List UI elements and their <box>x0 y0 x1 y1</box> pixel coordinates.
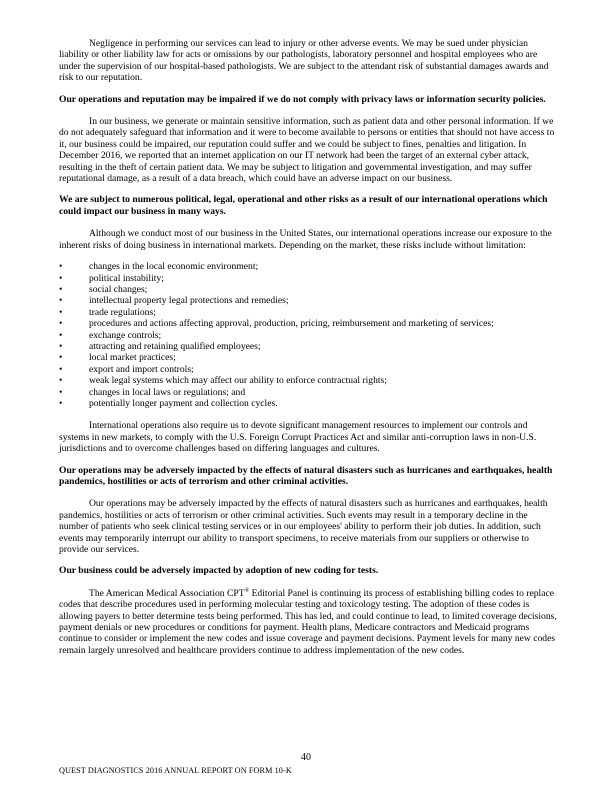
paragraph-privacy: In our business, we generate or maintain sensitive information, such as patient data and other personal information. If we do not adequately safeguard that information and it were to become available to persons or entities that should not have access to it, our business could be impaired, our reputation could suffer and we could be subject to fines, penalties and litigation. In December 2016, we reported that an internet application on our IT network had been the target of an external cyber attack, resulting in the theft of certain patient data. We may be subject to litigation and governmental investigation, and may suffer reputational damage, as a result of a data breach, which could have an adverse impact on our business. <box>59 116 555 185</box>
bullet-icon <box>59 341 89 352</box>
page-number: 40 <box>301 752 311 763</box>
bullet-icon <box>59 284 89 295</box>
bullet-icon <box>59 307 89 318</box>
paragraph-natural-disasters: Our operations may be adversely impacted by the effects of natural disasters such as hurricanes and earthquakes, health pandemics, hostilities or acts of terrorism or other criminal activities. Such events may result in a temporary decline in the number of patients who seek clinical testing services or in our employees' ability to perform their job duties. In addition, such events may temporarily interrupt our ability to transport specimens, to receive materials from our suppliers or otherwise to provide our services. <box>59 498 548 556</box>
bullet-icon <box>59 318 89 329</box>
list-item: • export and import controls; <box>59 364 559 375</box>
list-item: • social changes; <box>59 284 559 295</box>
bullet-icon <box>59 352 89 363</box>
bullet-icon <box>59 261 89 272</box>
list-item: • changes in local laws or regulations; and <box>59 387 559 398</box>
registered-mark: ® <box>244 587 250 594</box>
list-item: • intellectual property legal protections and remedies; <box>59 295 559 306</box>
paragraph-international-intro: Although we conduct most of our business in the United States, our international operations increase our exposure to the inherent risks of doing business in international markets. Depending on the market, these risks include without limitation: <box>59 228 552 251</box>
bullet-icon <box>59 375 89 386</box>
list-item: • potentially longer payment and collection cycles. <box>59 398 559 409</box>
bullet-icon <box>59 387 89 398</box>
list-item: • trade regulations; <box>59 307 559 318</box>
bullet-icon <box>59 295 89 306</box>
list-item: • weak legal systems which may affect our ability to enforce contractual rights; <box>59 375 559 386</box>
bullet-icon <box>59 398 89 409</box>
list-item: • attracting and retaining qualified employees; <box>59 341 559 352</box>
international-risks-list <box>59 261 559 409</box>
bullet-icon <box>59 330 89 341</box>
bullet-icon <box>59 273 89 284</box>
heading-international-operations: We are subject to numerous political, legal, operational and other risks as a result of our international operations which could impact our business in many ways. <box>59 194 548 217</box>
paragraph-liability: Negligence in performing our services can lead to injury or other adverse events. We may be sued under physician liability or other liability law for acts or omissions by our pathologists, laboratory personnel and hospital employees who are under the supervision of our hospital-based pathologists. We are subject to the attendant risk of substantial damages awards and risk to our reputation. <box>59 38 549 84</box>
paragraph-international-management: International operations also require us to devote significant management resources to implement our controls and systems in new markets, to comply with the U.S. Foreign Corrupt Practices Act and similar anti-corruption laws in non-U.S. jurisdictions and to overcome challenges based on differing languages and cultures. <box>59 420 537 455</box>
bullet-icon <box>59 364 89 375</box>
paragraph-new-coding: The American Medical Association CPT® Editorial Panel is continuing its process of establishing billing codes to replace codes that describe procedures used in performing molecular testing and toxicology testing. The adoption of these codes is allowing payers to better determine tests being performed. This has led, and could continue to lead, to limited coverage decisions, payment denials or new procedures or conditions for payment. Health plans, Medicare contractors and Medicaid programs continue to consider or implement the new codes and issue coverage and payment decisions. Payment levels for many new codes remain largely unresolved and healthcare providers continue to address implementation of the new codes. <box>59 587 557 656</box>
heading-privacy-laws: Our operations and reputation may be impaired if we do not comply with privacy laws or information security policies. <box>59 93 546 105</box>
list-item: • political instability; <box>59 273 559 284</box>
list-item: • changes in the local economic environment; <box>59 261 559 272</box>
report-footer: QUEST DIAGNOSTICS 2016 ANNUAL REPORT ON FORM 10-K <box>59 766 292 775</box>
heading-new-coding: Our business could be adversely impacted by adoption of new coding for tests. <box>59 565 379 577</box>
list-item: • exchange controls; <box>59 330 559 341</box>
list-item: • local market practices; <box>59 352 559 363</box>
list-item: • procedures and actions affecting approval, production, pricing, reimbursement and marketing of services; <box>59 318 559 329</box>
heading-natural-disasters: Our operations may be adversely impacted by the effects of natural disasters such as hurricanes and earthquakes, health pandemics, hostilities or acts of terrorism and other criminal activities. <box>59 464 553 487</box>
document-body <box>59 38 559 666</box>
